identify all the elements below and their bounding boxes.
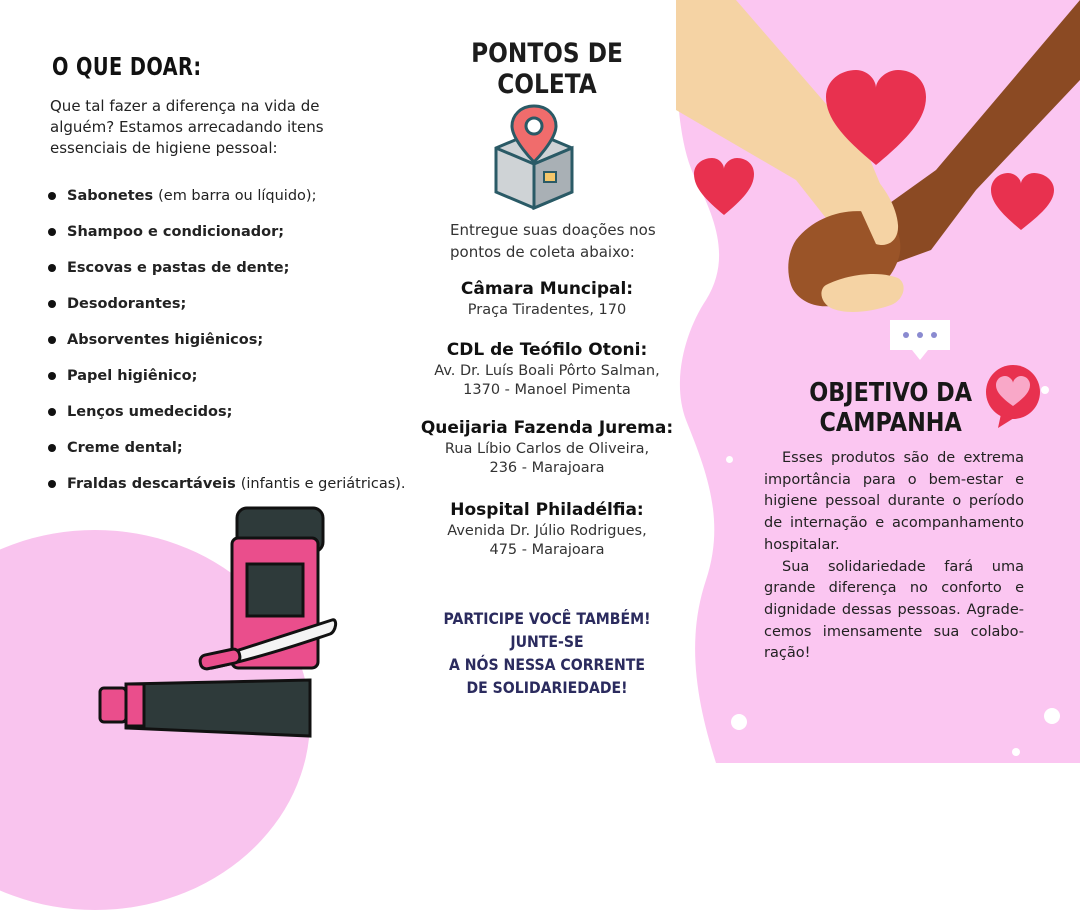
location-camara: Câmara Muncipal: Praça Tiradentes, 170 (460, 279, 634, 318)
decorative-dot (1012, 748, 1020, 756)
donate-title: O QUE DOAR: (52, 52, 202, 81)
campaign-objective-text: Esses produtos são de extrema importância para o bem-estar e higiene pessoal durante o período de internação e acompanhamento hospitalar. Sua solidariedade fará uma grande diferença no conforto e dignidade dessas pessoas. Agrade- cemos imensamente sua colabo- ração! (764, 450, 1024, 662)
hygiene-products-illustration (90, 500, 350, 760)
donation-items-list (48, 178, 408, 502)
location-cdl: CDL de Teófilo Otoni: Av. Dr. Luís Boali Pôrto Salman, 1370 - Manoel Pimenta (434, 340, 660, 398)
decorative-dot (1044, 708, 1060, 724)
list-item: Papel higiênico; (48, 358, 408, 394)
bullet-icon (48, 264, 56, 272)
decorative-dot (731, 714, 747, 730)
bullet-icon (48, 192, 56, 200)
decorative-dot (1041, 386, 1049, 394)
toothpaste-icon (100, 680, 310, 736)
bullet-icon (48, 228, 56, 236)
location-hospital: Hospital Philadélfia: Avenida Dr. Júlio Rodrigues, 475 - Marajoara (447, 500, 647, 558)
list-item: Fraldas descartáveis (infantis e geriátricas). (48, 466, 408, 502)
bullet-icon (48, 480, 56, 488)
list-item: Shampoo e condicionador; (48, 214, 408, 250)
location-queijaria: Queijaria Fazenda Jurema: Rua Líbio Carlos de Oliveira, 236 - Marajoara (420, 418, 674, 476)
campaign-objective-title: OBJETIVO DA CAMPANHA (809, 378, 973, 438)
bullet-icon (48, 408, 56, 416)
collection-title: PONTOS DE COLETA (471, 38, 623, 100)
list-item: Sabonetes (em barra ou líquido); (48, 178, 408, 214)
list-item: Lenços umedecidos; (48, 394, 408, 430)
collection-intro: Entregue suas doações nos pontos de coleta abaixo: (450, 221, 656, 261)
list-item: Desodorantes; (48, 286, 408, 322)
donate-intro: Que tal fazer a diferença na vida de alguém? Estamos arrecadando itens essenciais de higiene pessoal: (50, 97, 324, 157)
bullet-icon (48, 444, 56, 452)
list-item: Escovas e pastas de dente; (48, 250, 408, 286)
bullet-icon (48, 300, 56, 308)
bullet-icon (48, 372, 56, 380)
middle-panel (418, 0, 676, 763)
heart-bubble-icon (986, 365, 1040, 428)
decorative-dot (726, 456, 733, 463)
right-panel (676, 0, 1080, 763)
list-item: Creme dental; (48, 430, 408, 466)
list-item: Absorventes higiênicos; (48, 322, 408, 358)
left-panel (0, 0, 418, 763)
box-location-icon (488, 102, 580, 210)
chat-bubble-icon (890, 320, 950, 360)
solidarity-callout: PARTICIPE VOCÊ TAMBÉM! JUNTE-SE A NÓS NESSA CORRENTE DE SOLIDARIEDADE! (443, 609, 651, 697)
heart-icon (991, 173, 1054, 230)
bullet-icon (48, 336, 56, 344)
